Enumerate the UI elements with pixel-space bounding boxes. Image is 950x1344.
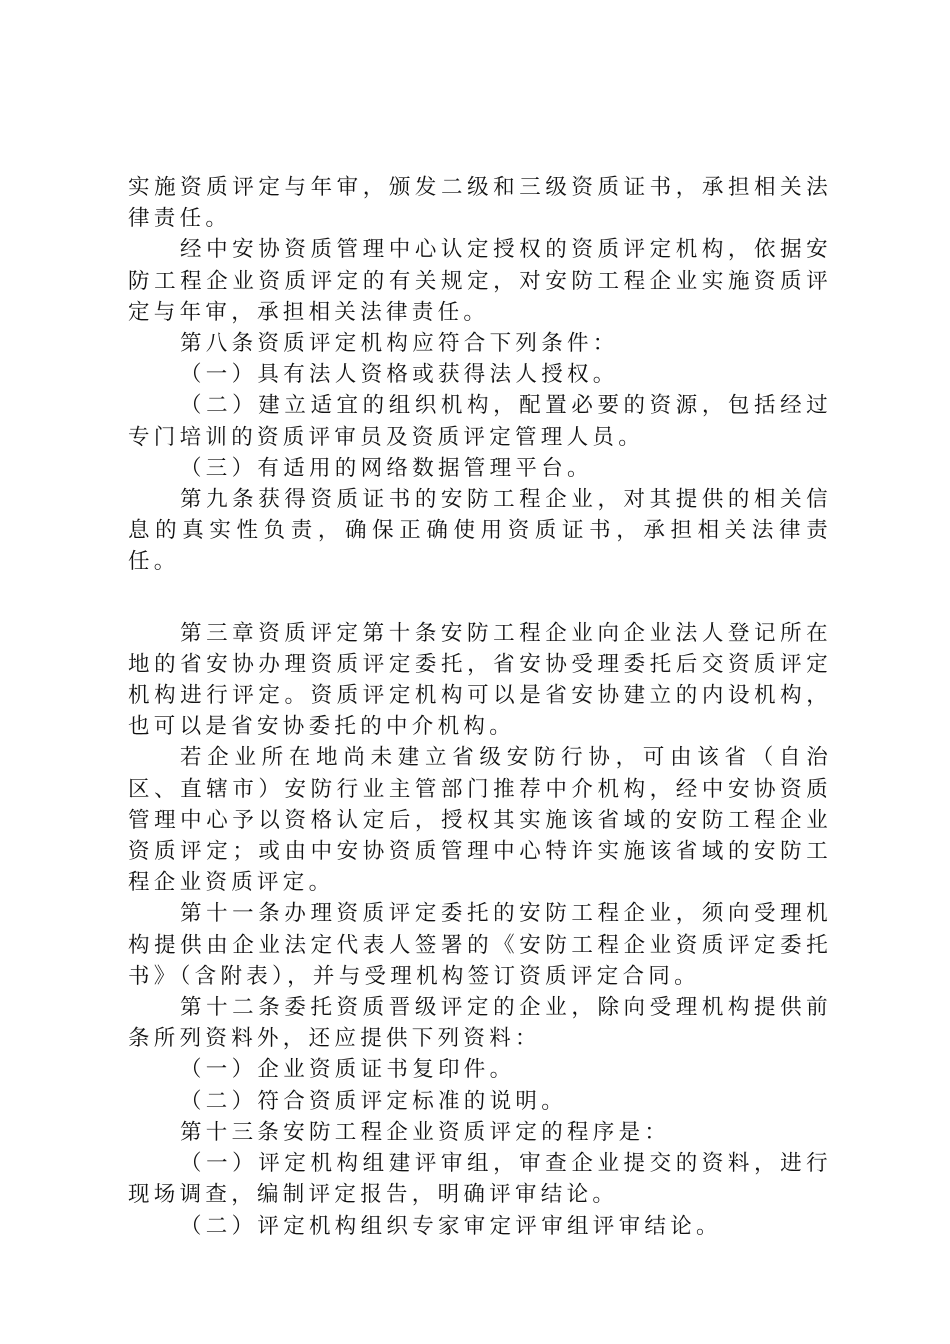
article-9: 第九条获得资质证书的安防工程企业，对其提供的相关信息的真实性负责，确保正确使用资质证书，承担相关法律责任。 bbox=[128, 487, 832, 575]
article-8-heading: 第八条资质评定机构应符合下列条件： bbox=[180, 331, 619, 357]
paragraph-authorized-body: 经中安协资质管理中心认定授权的资质评定机构，依据安防工程企业资质评定的有关规定，对安防工程企业实施资质评定与年审，承担相关法律责任。 bbox=[128, 237, 832, 325]
chapter-3-article-10: 第三章资质评定第十条安防工程企业向企业法人登记所在地的省安协办理资质评定委托，省安协受理委托后交资质评定机构进行评定。资质评定机构可以是省安协建立的内设机构，也可以是省安协委托的中介机构。 bbox=[128, 620, 832, 740]
article-8-item-2: （二）建立适宜的组织机构，配置必要的资源，包括经过专门培训的资质评审员及资质评定管理人员。 bbox=[128, 393, 832, 450]
article-11: 第十一条办理资质评定委托的安防工程企业，须向受理机构提供由企业法定代表人签署的《安防工程企业资质评定委托书》（含附表），并与受理机构签订资质评定合同。 bbox=[128, 901, 832, 989]
article-12-item-1: （一）企业资质证书复印件。 bbox=[180, 1057, 516, 1083]
document-body bbox=[128, 172, 832, 1242]
article-8-item-3: （三）有适用的网络数据管理平台。 bbox=[180, 455, 593, 481]
article-12-heading: 第十二条委托资质晋级评定的企业，除向受理机构提供前条所列资料外，还应提供下列资料： bbox=[128, 995, 832, 1052]
article-13-item-1: （一）评定机构组建评审组，审查企业提交的资料，进行现场调查，编制评定报告，明确评审结论。 bbox=[128, 1151, 832, 1208]
paragraph-no-provincial-association: 若企业所在地尚未建立省级安防行协，可由该省（自治区、直辖市）安防行业主管部门推荐中介机构，经中安协资质管理中心予以资格认定后，授权其实施该省域的安防工程企业资质评定；或由中安协资质管理中心特许实施该省域的安防工程企业资质评定。 bbox=[128, 745, 832, 896]
article-13-item-2: （二）评定机构组织专家审定评审组评审结论。 bbox=[180, 1213, 722, 1239]
article-12-item-2: （二）符合资质评定标准的说明。 bbox=[180, 1088, 568, 1114]
article-8-item-1: （一）具有法人资格或获得法人授权。 bbox=[180, 362, 619, 388]
article-13-heading: 第十三条安防工程企业资质评定的程序是： bbox=[180, 1119, 671, 1145]
paragraph-continuation: 实施资质评定与年审，颁发二级和三级资质证书，承担相关法律责任。 bbox=[128, 175, 832, 232]
